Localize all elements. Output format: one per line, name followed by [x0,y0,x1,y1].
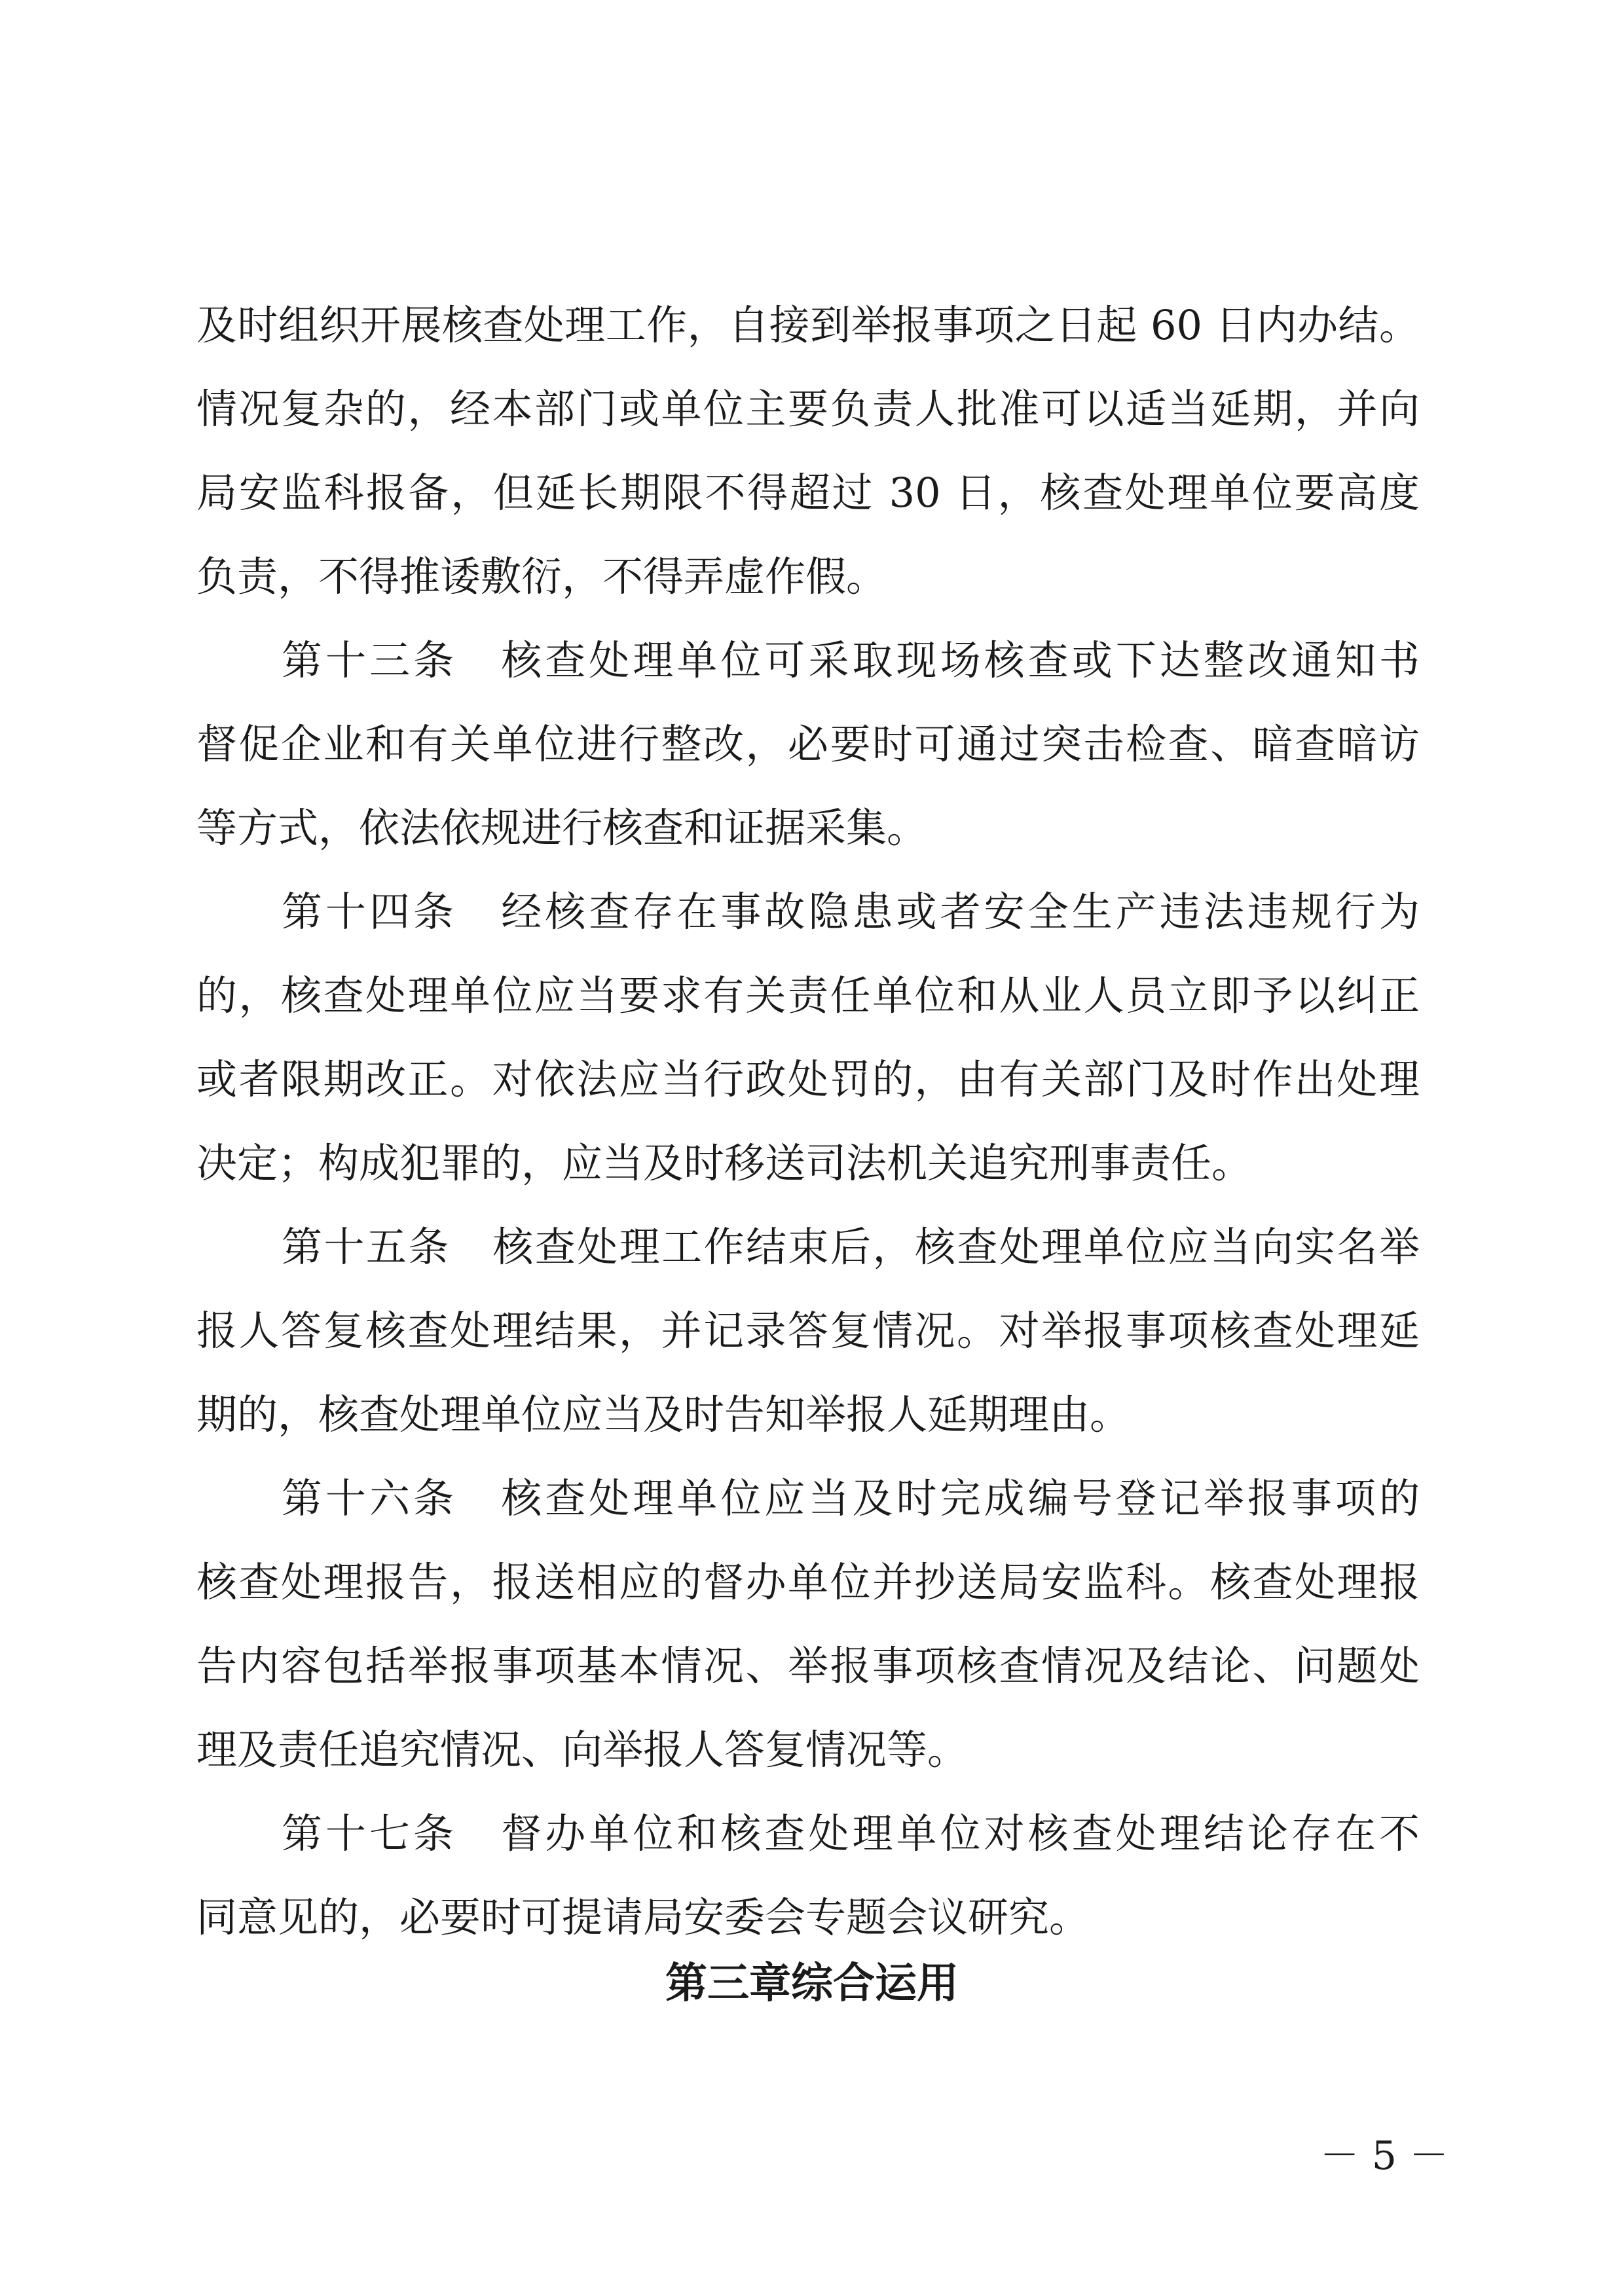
body-line: 或者限期改正。对依法应当行政处罚的，由有关部门及时作出处理 [196,1055,1420,1103]
chapter-heading: 第三章综合运用 [665,1959,959,2008]
body-line: 决定；构成犯罪的，应当及时移送司法机关追究刑事责任。 [196,1139,1253,1187]
body-line: 督促企业和有关单位进行整改，必要时可通过突击检查、暗查暗访 [196,720,1420,768]
body-line: 的，核查处理单位应当要求有关责任单位和从业人员立即予以纠正 [196,972,1420,1019]
body-line: 理及责任追究情况、向举报人答复情况等。 [196,1726,969,1774]
article-14-heading-line: 第十四条 经核查存在事故隐患或者安全生产违法违规行为 [282,888,1420,936]
body-line: 核查处理报告，报送相应的督办单位并抄送局安监科。核查处理报 [196,1558,1420,1606]
article-15-heading-line: 第十五条 核查处理工作结束后，核查处理单位应当向实名举 [282,1223,1420,1271]
body-line: 等方式，依法依规进行核查和证据采集。 [196,804,928,852]
page-number: － 5 － [1320,2133,1449,2179]
body-line: 及时组织开展核查处理工作，自接到举报事项之日起 60 日内办结。 [196,301,1420,349]
body-line: 局安监科报备，但延长期限不得超过 30 日，核查处理单位要高度 [196,469,1420,517]
body-line: 期的，核查处理单位应当及时告知举报人延期理由。 [196,1391,1131,1438]
body-line: 告内容包括举报事项基本情况、举报事项核查情况及结论、问题处 [196,1642,1420,1690]
article-17-heading-line: 第十七条 督办单位和核查处理单位对核查处理结论存在不 [282,1810,1420,1857]
body-line: 负责，不得推诿敷衍，不得弄虚作假。 [196,553,887,600]
body-line: 报人答复核查处理结果，并记录答复情况。对举报事项核查处理延 [196,1307,1420,1355]
article-16-heading-line: 第十六条 核查处理单位应当及时完成编号登记举报事项的 [282,1474,1420,1522]
article-13-heading-line: 第十三条 核查处理单位可采取现场核查或下达整改通知书 [282,636,1420,684]
body-line: 同意见的，必要时可提请局安委会专题会议研究。 [196,1893,1090,1941]
body-line: 情况复杂的，经本部门或单位主要负责人批准可以适当延期，并向 [196,385,1420,433]
